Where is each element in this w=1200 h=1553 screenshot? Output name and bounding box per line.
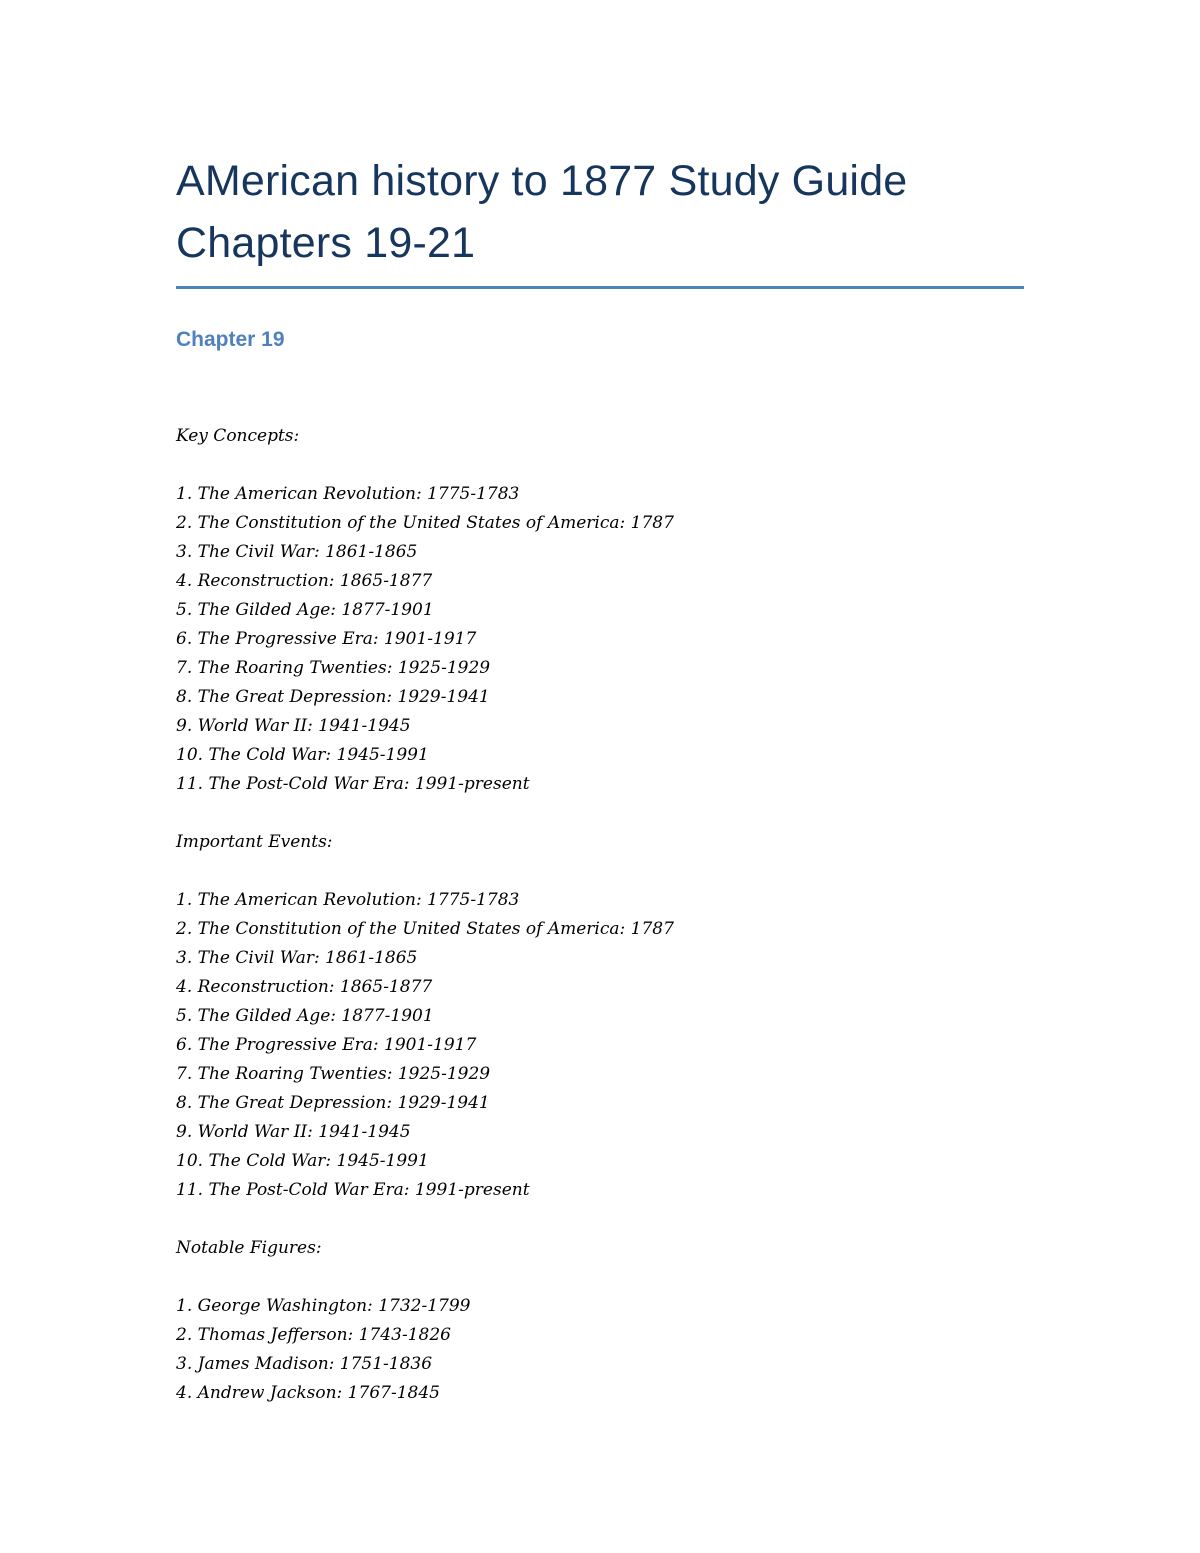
section-notable-figures	[176, 1234, 1024, 1408]
list-item: 5. The Gilded Age: 1877-1901	[176, 1006, 434, 1026]
list-item: 1. George Washington: 1732-1799	[176, 1296, 471, 1316]
important-events-list	[176, 886, 1024, 1205]
spacer	[176, 799, 1024, 828]
spacer	[176, 1205, 1024, 1234]
list-item: 6. The Progressive Era: 1901-1917	[176, 629, 477, 649]
list-item: 4. Andrew Jackson: 1767-1845	[176, 1383, 440, 1403]
title-line-2: Chapters 19-21	[176, 219, 476, 267]
spacer	[176, 857, 1024, 886]
list-item: 3. The Civil War: 1861-1865	[176, 542, 418, 562]
list-item: 2. The Constitution of the United States of America: 1787	[176, 513, 674, 533]
title-underline	[176, 286, 1024, 289]
list-item: 8. The Great Depression: 1929-1941	[176, 1093, 490, 1113]
list-item: 4. Reconstruction: 1865-1877	[176, 977, 433, 997]
list-item: 3. The Civil War: 1861-1865	[176, 948, 418, 968]
chapter-heading: Chapter 19	[176, 328, 285, 351]
list-item: 1. The American Revolution: 1775-1783	[176, 890, 520, 910]
list-item: 10. The Cold War: 1945-1991	[176, 745, 429, 765]
document-content	[176, 150, 1024, 1403]
spacer	[176, 451, 1024, 480]
document-title	[176, 150, 1024, 274]
list-item: 4. Reconstruction: 1865-1877	[176, 571, 433, 591]
list-item: 10. The Cold War: 1945-1991	[176, 1151, 429, 1171]
title-line-1: AMerican history to 1877 Study Guide	[176, 157, 908, 205]
list-item: 2. Thomas Jefferson: 1743-1826	[176, 1325, 451, 1345]
list-item: 9. World War II: 1941-1945	[176, 716, 411, 736]
section-label: Notable Figures:	[176, 1238, 322, 1258]
study-guide-body	[176, 422, 1024, 1408]
notable-figures-list	[176, 1292, 1024, 1408]
section-label: Key Concepts:	[176, 426, 300, 446]
list-item: 7. The Roaring Twenties: 1925-1929	[176, 1064, 491, 1084]
spacer	[176, 1263, 1024, 1292]
list-item: 1. The American Revolution: 1775-1783	[176, 484, 520, 504]
list-item: 11. The Post-Cold War Era: 1991-present	[176, 774, 530, 794]
list-item: 7. The Roaring Twenties: 1925-1929	[176, 658, 491, 678]
list-item: 6. The Progressive Era: 1901-1917	[176, 1035, 477, 1055]
list-item: 8. The Great Depression: 1929-1941	[176, 687, 490, 707]
list-item: 9. World War II: 1941-1945	[176, 1122, 411, 1142]
list-item: 2. The Constitution of the United States of America: 1787	[176, 919, 674, 939]
list-item: 11. The Post-Cold War Era: 1991-present	[176, 1180, 530, 1200]
section-important-events	[176, 828, 1024, 1205]
section-label: Important Events:	[176, 832, 333, 852]
section-key-concepts	[176, 422, 1024, 799]
key-concepts-list	[176, 480, 1024, 799]
list-item: 5. The Gilded Age: 1877-1901	[176, 600, 434, 620]
list-item: 3. James Madison: 1751-1836	[176, 1354, 433, 1374]
